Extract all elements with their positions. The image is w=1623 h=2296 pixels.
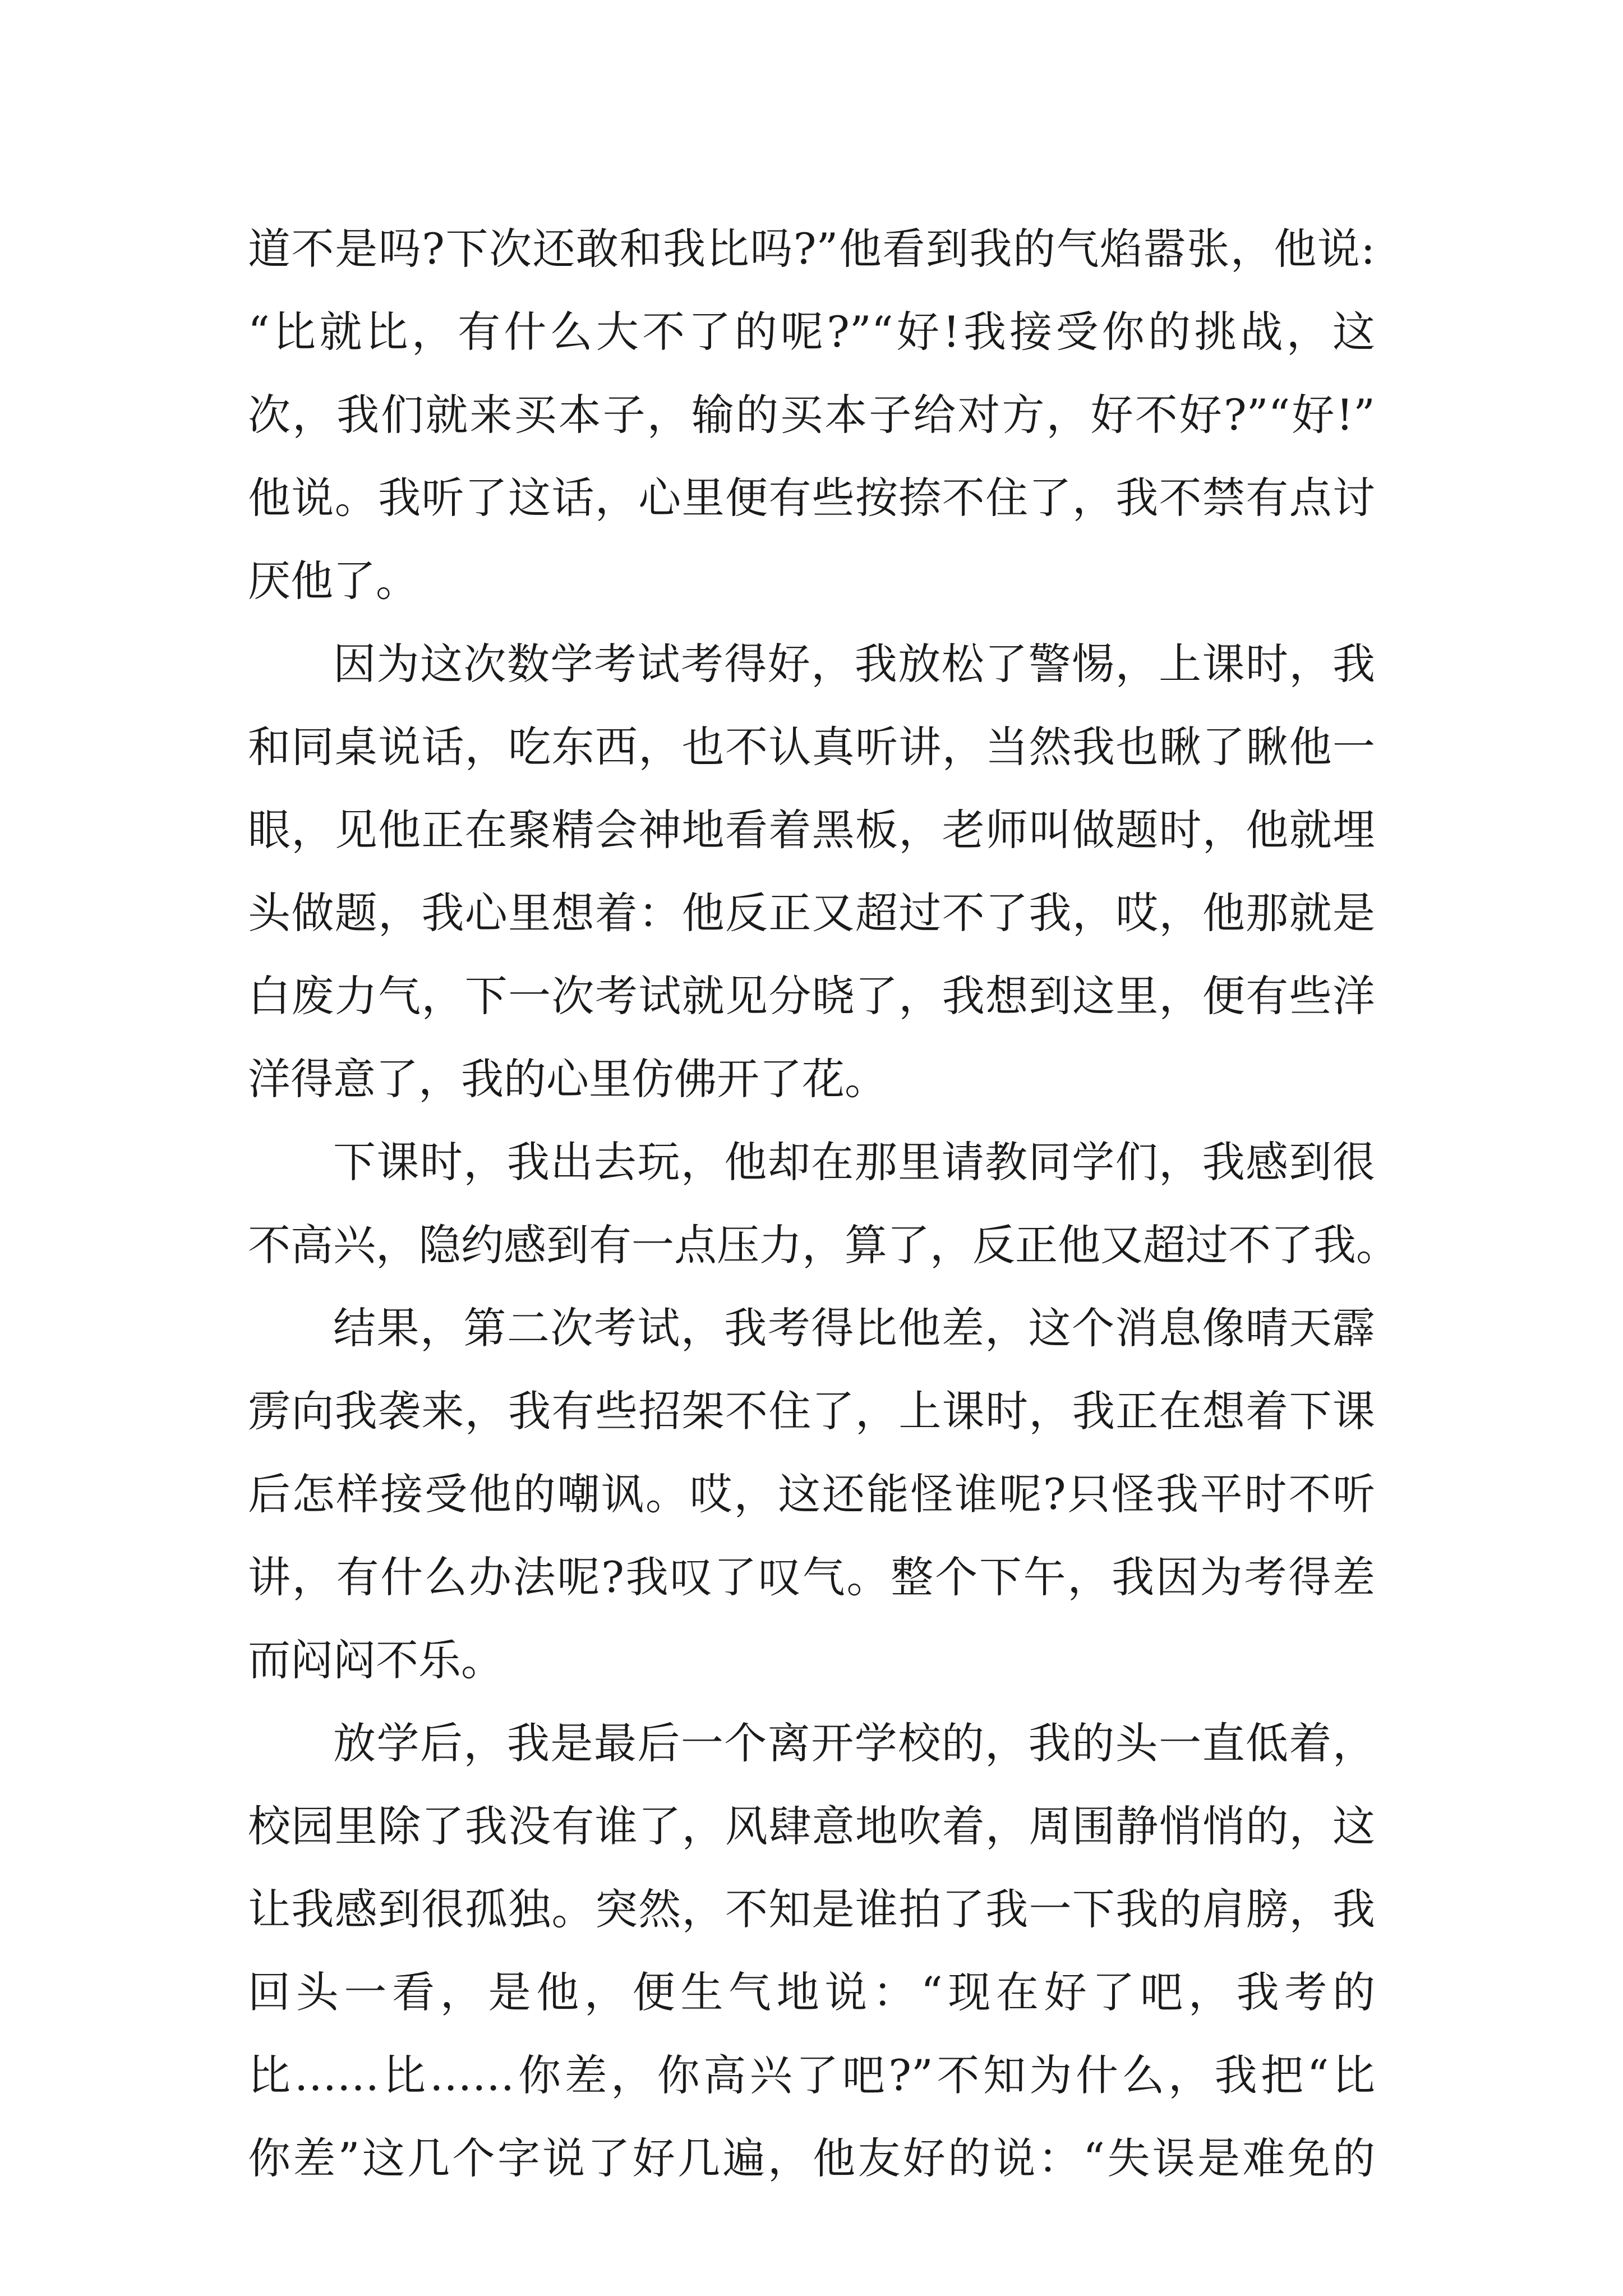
text-line: 头做题，我心里想着：他反正又超过不了我，哎，他那就是: [248, 888, 1375, 938]
text-line: 次，我们就来买本子，输的买本子给对方，好不好?”“好!”: [248, 390, 1375, 440]
text-line: 比……比……你差，你高兴了吧?”不知为什么，我把“比: [248, 2050, 1375, 2100]
text-line: 雳向我袭来，我有些招架不住了，上课时，我正在想着下课: [248, 1386, 1375, 1436]
text-line: 讲，有什么办法呢?我叹了叹气。整个下午，我因为考得差: [248, 1552, 1375, 1602]
paragraph-start-line: 结果，第二次考试，我考得比他差，这个消息像晴天霹: [333, 1303, 1375, 1353]
paragraph-start-line: 下课时，我出去玩，他却在那里请教同学们，我感到很: [333, 1137, 1375, 1187]
text-line: 校园里除了我没有谁了，风肆意地吹着，周围静悄悄的，这: [248, 1801, 1375, 1851]
text-line: 后怎样接受他的嘲讽。哎，这还能怪谁呢?只怪我平时不听: [248, 1469, 1375, 1519]
text-line: 而闷闷不乐。: [248, 1635, 504, 1685]
text-line: 厌他了。: [248, 556, 418, 606]
text-line: 你差”这几个字说了好几遍，他友好的说：“失误是难免的: [248, 2133, 1375, 2183]
text-line: “比就比，有什么大不了的呢?”“好!我接受你的挑战，这: [248, 307, 1375, 357]
text-line: 不高兴，隐约感到有一点压力，算了，反正他又超过不了我。: [248, 1220, 1399, 1270]
text-line: 他说。我听了这话，心里便有些按捺不住了，我不禁有点讨: [248, 473, 1375, 523]
text-line: 让我感到很孤独。突然，不知是谁拍了我一下我的肩膀，我: [248, 1884, 1375, 1934]
text-line: 洋得意了，我的心里仿佛开了花。: [248, 1054, 887, 1104]
essay-body: [248, 208, 1399, 2200]
text-line: 和同桌说话，吃东西，也不认真听讲，当然我也瞅了瞅他一: [248, 722, 1375, 772]
paragraph-start-line: 因为这次数学考试考得好，我放松了警惕，上课时，我: [333, 639, 1375, 689]
text-line: 回头一看，是他，便生气地说：“现在好了吧，我考的: [248, 1967, 1375, 2017]
text-line: 眼，见他正在聚精会神地看着黑板，老师叫做题时，他就埋: [248, 805, 1375, 855]
text-line: 道不是吗?下次还敢和我比吗?”他看到我的气焰嚣张，他说:: [248, 224, 1375, 274]
paragraph-start-line: 放学后，我是最后一个离开学校的，我的头一直低着，: [333, 1718, 1375, 1768]
text-line: 白废力气，下一次考试就见分晓了，我想到这里，便有些洋: [248, 971, 1375, 1021]
